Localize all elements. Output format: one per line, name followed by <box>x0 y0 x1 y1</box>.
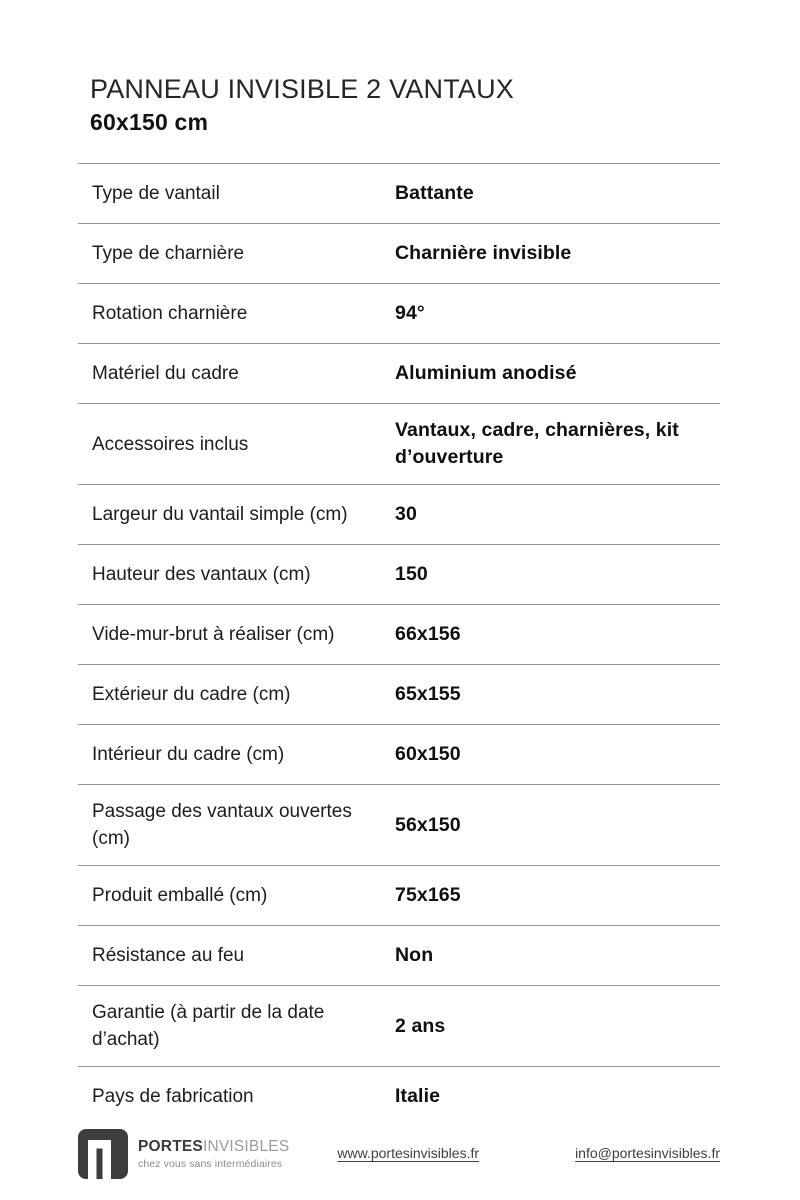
spec-label: Garantie (à partir de la date d’achat) <box>92 1002 325 1050</box>
spec-label: Extérieur du cadre (cm) <box>92 684 291 705</box>
spec-value: 75x165 <box>395 884 461 906</box>
spec-label: Pays de fabrication <box>92 1086 254 1107</box>
spec-row <box>78 223 720 283</box>
spec-label: Intérieur du cadre (cm) <box>92 744 285 765</box>
spec-value: Charnière invisible <box>395 242 572 264</box>
spec-value: Italie <box>395 1085 441 1107</box>
spec-row <box>78 664 720 724</box>
spec-row <box>78 484 720 544</box>
spec-label: Type de charnière <box>92 243 245 264</box>
brand-tagline: chez vous sans intermédiaires <box>138 1157 283 1170</box>
spec-value: 150 <box>395 563 428 585</box>
spec-value: 2 ans <box>395 1014 446 1037</box>
website-link-wrap <box>265 1145 551 1163</box>
spec-value: 94° <box>395 302 425 324</box>
page-subtitle: 60x150 cm <box>90 109 209 136</box>
spec-row <box>78 343 720 403</box>
spec-value: Aluminium anodisé <box>395 362 577 384</box>
page-title: PANNEAU INVISIBLE 2 VANTAUX <box>90 74 515 104</box>
website-link[interactable]: www.portesinvisibles.fr <box>337 1145 480 1161</box>
brand-name-light: INVISIBLES <box>202 1138 290 1156</box>
door-logo-icon <box>78 1129 128 1179</box>
spec-label: Passage des vantaux ouvertes (cm) <box>92 801 352 849</box>
email-link-wrap <box>575 1145 720 1163</box>
footer <box>78 1126 720 1182</box>
spec-label: Type de vantail <box>92 183 220 204</box>
spec-value: Battante <box>395 182 474 204</box>
spec-row <box>78 544 720 604</box>
spec-row <box>78 1066 720 1126</box>
brand-logo <box>78 1129 289 1179</box>
spec-value: 65x155 <box>395 683 461 705</box>
spec-label: Résistance au feu <box>92 945 245 966</box>
spec-row <box>78 604 720 664</box>
spec-row <box>78 283 720 343</box>
spec-value: 60x150 <box>395 743 461 765</box>
spec-row <box>78 724 720 784</box>
spec-value: 56x150 <box>395 813 461 836</box>
spec-label: Largeur du vantail simple (cm) <box>92 504 348 525</box>
brand-name-bold: PORTES <box>138 1138 203 1156</box>
spec-value: 30 <box>395 503 417 525</box>
header <box>90 74 514 136</box>
spec-value: Non <box>395 944 434 966</box>
spec-row <box>78 865 720 925</box>
spec-label: Produit emballé (cm) <box>92 885 268 906</box>
spec-value: 66x156 <box>395 623 461 645</box>
spec-label: Matériel du cadre <box>92 363 239 384</box>
spec-row <box>78 163 720 223</box>
spec-row <box>78 985 720 1066</box>
spec-row <box>78 925 720 985</box>
spec-label: Accessoires inclus <box>92 433 249 455</box>
spec-label: Hauteur des vantaux (cm) <box>92 564 311 585</box>
spec-row <box>78 784 720 865</box>
spec-label: Rotation charnière <box>92 303 248 324</box>
spec-label: Vide-mur-brut à réaliser (cm) <box>92 624 335 645</box>
email-link[interactable]: info@portesinvisibles.fr <box>575 1145 720 1161</box>
spec-value: Vantaux, cadre, charnières, kit d’ouverture <box>395 419 679 468</box>
spec-table <box>78 163 720 1126</box>
spec-row <box>78 403 720 484</box>
